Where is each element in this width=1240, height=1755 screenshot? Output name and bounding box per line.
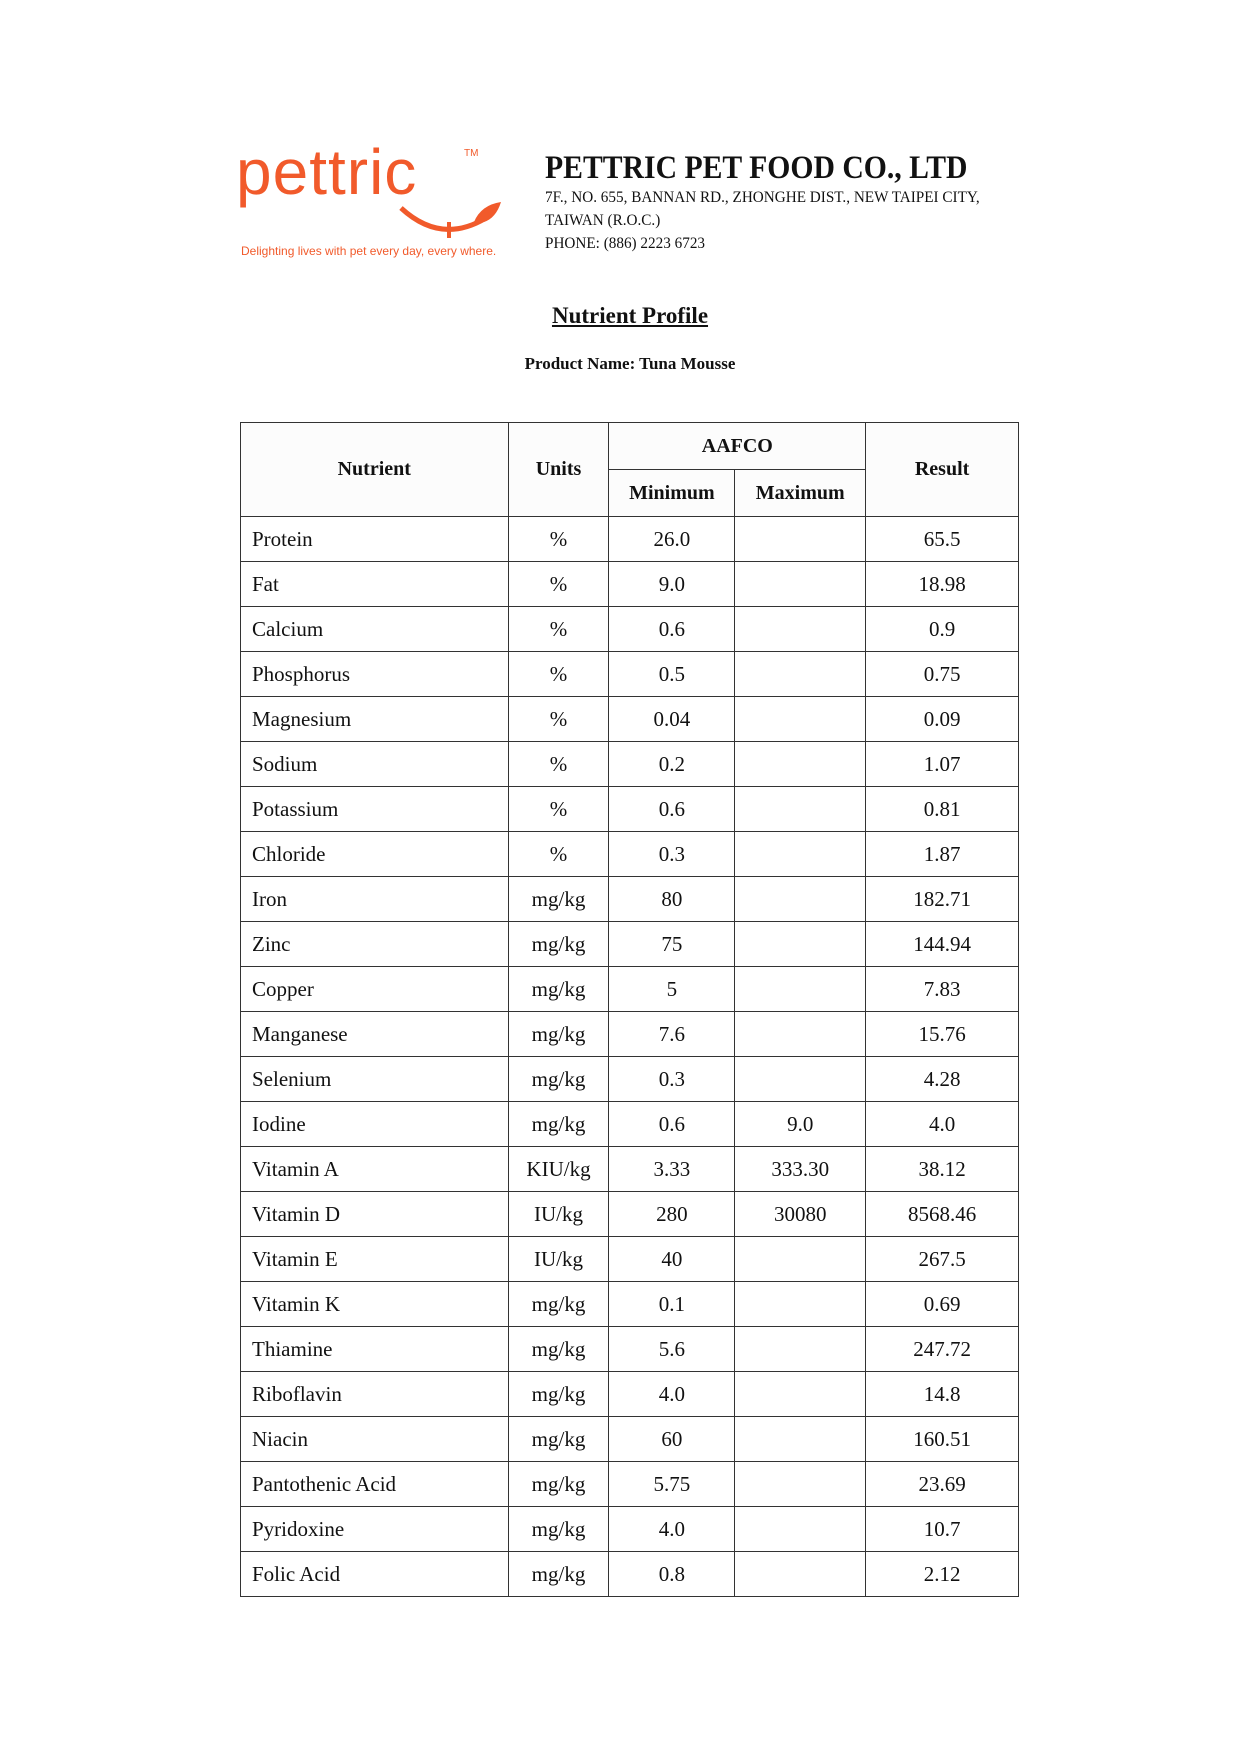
trademark-symbol: TM <box>464 148 479 159</box>
table-row <box>241 1102 1019 1147</box>
maximum-cell <box>735 1057 866 1102</box>
maximum-cell <box>735 607 866 652</box>
units-cell: mg/kg <box>508 1057 609 1102</box>
units-cell: % <box>508 652 609 697</box>
table-row <box>241 1372 1019 1417</box>
units-cell: mg/kg <box>508 1552 609 1597</box>
table-row <box>241 697 1019 742</box>
maximum-cell <box>735 967 866 1012</box>
result-cell: 4.28 <box>866 1057 1019 1102</box>
table-row <box>241 1147 1019 1192</box>
minimum-cell: 75 <box>609 922 735 967</box>
company-name: PETTRIC PET FOOD CO., LTD <box>545 150 968 186</box>
nutrient-cell: Protein <box>241 517 509 562</box>
nutrient-cell: Pantothenic Acid <box>241 1462 509 1507</box>
table-row <box>241 922 1019 967</box>
minimum-cell: 9.0 <box>609 562 735 607</box>
units-cell: % <box>508 787 609 832</box>
result-cell: 144.94 <box>866 922 1019 967</box>
minimum-cell: 0.2 <box>609 742 735 787</box>
result-cell: 65.5 <box>866 517 1019 562</box>
units-cell: % <box>508 517 609 562</box>
minimum-cell: 0.6 <box>609 1102 735 1147</box>
smile-tongue-icon <box>396 200 506 245</box>
table-row <box>241 787 1019 832</box>
table-row <box>241 742 1019 787</box>
document-title-text: Nutrient Profile <box>551 303 709 328</box>
minimum-cell: 0.5 <box>609 652 735 697</box>
header-nutrient: Nutrient <box>241 423 509 517</box>
table-row <box>241 1057 1019 1102</box>
units-cell: mg/kg <box>508 1282 609 1327</box>
table-row <box>241 1012 1019 1057</box>
minimum-cell: 80 <box>609 877 735 922</box>
nutrient-cell: Vitamin A <box>241 1147 509 1192</box>
result-cell: 10.7 <box>866 1507 1019 1552</box>
result-cell: 2.12 <box>866 1552 1019 1597</box>
result-cell: 7.83 <box>866 967 1019 1012</box>
maximum-cell <box>735 517 866 562</box>
maximum-cell <box>735 1327 866 1372</box>
units-cell: mg/kg <box>508 1327 609 1372</box>
minimum-cell: 5.75 <box>609 1462 735 1507</box>
minimum-cell: 0.04 <box>609 697 735 742</box>
header-maximum: Maximum <box>735 470 866 517</box>
units-cell: % <box>508 607 609 652</box>
minimum-cell: 280 <box>609 1192 735 1237</box>
result-cell: 160.51 <box>866 1417 1019 1462</box>
units-cell: KIU/kg <box>508 1147 609 1192</box>
nutrient-cell: Iodine <box>241 1102 509 1147</box>
company-address-line2: TAIWAN (R.O.C.) <box>545 212 661 230</box>
maximum-cell <box>735 1282 866 1327</box>
company-header <box>545 150 1014 255</box>
minimum-cell: 0.8 <box>609 1552 735 1597</box>
maximum-cell <box>735 697 866 742</box>
result-cell: 18.98 <box>866 562 1019 607</box>
nutrient-cell: Vitamin E <box>241 1237 509 1282</box>
units-cell: IU/kg <box>508 1192 609 1237</box>
result-cell: 23.69 <box>866 1462 1019 1507</box>
table-row <box>241 1327 1019 1372</box>
maximum-cell <box>735 787 866 832</box>
minimum-cell: 3.33 <box>609 1147 735 1192</box>
nutrient-cell: Fat <box>241 562 509 607</box>
result-cell: 1.87 <box>866 832 1019 877</box>
result-cell: 4.0 <box>866 1102 1019 1147</box>
units-cell: mg/kg <box>508 1462 609 1507</box>
table-row <box>241 1282 1019 1327</box>
result-cell: 1.07 <box>866 742 1019 787</box>
result-cell: 182.71 <box>866 877 1019 922</box>
table-row <box>241 1237 1019 1282</box>
result-cell: 8568.46 <box>866 1192 1019 1237</box>
maximum-cell <box>735 877 866 922</box>
result-cell: 247.72 <box>866 1327 1019 1372</box>
nutrient-cell: Chloride <box>241 832 509 877</box>
maximum-cell: 333.30 <box>735 1147 866 1192</box>
nutrient-cell: Zinc <box>241 922 509 967</box>
nutrient-cell: Sodium <box>241 742 509 787</box>
nutrient-cell: Niacin <box>241 1417 509 1462</box>
units-cell: IU/kg <box>508 1237 609 1282</box>
maximum-cell <box>735 922 866 967</box>
nutrient-cell: Iron <box>241 877 509 922</box>
units-cell: mg/kg <box>508 1417 609 1462</box>
minimum-cell: 26.0 <box>609 517 735 562</box>
units-cell: mg/kg <box>508 1012 609 1057</box>
maximum-cell: 9.0 <box>735 1102 866 1147</box>
units-cell: mg/kg <box>508 1372 609 1417</box>
logo-tagline: Delighting lives with pet every day, every where. <box>241 244 497 258</box>
nutrient-cell: Thiamine <box>241 1327 509 1372</box>
minimum-cell: 0.6 <box>609 787 735 832</box>
table-row <box>241 832 1019 877</box>
company-address-line1: 7F., NO. 655, BANNAN RD., ZHONGHE DIST., NEW TAIPEI CITY, <box>545 189 980 207</box>
units-cell: mg/kg <box>508 1102 609 1147</box>
maximum-cell <box>735 652 866 697</box>
minimum-cell: 0.1 <box>609 1282 735 1327</box>
nutrient-table <box>240 422 1019 1597</box>
table-row <box>241 877 1019 922</box>
units-cell: mg/kg <box>508 877 609 922</box>
minimum-cell: 40 <box>609 1237 735 1282</box>
minimum-cell: 0.3 <box>609 1057 735 1102</box>
units-cell: mg/kg <box>508 922 609 967</box>
company-phone: PHONE: (886) 2223 6723 <box>545 235 706 253</box>
product-name: Product Name: Tuna Mousse <box>524 354 736 373</box>
header-result: Result <box>866 423 1019 517</box>
document-title <box>0 303 1240 329</box>
table-row <box>241 652 1019 697</box>
units-cell: mg/kg <box>508 1507 609 1552</box>
maximum-cell: 30080 <box>735 1192 866 1237</box>
minimum-cell: 5 <box>609 967 735 1012</box>
nutrient-cell: Selenium <box>241 1057 509 1102</box>
nutrient-cell: Copper <box>241 967 509 1012</box>
result-cell: 0.75 <box>866 652 1019 697</box>
result-cell: 38.12 <box>866 1147 1019 1192</box>
units-cell: % <box>508 562 609 607</box>
minimum-cell: 4.0 <box>609 1372 735 1417</box>
result-cell: 0.69 <box>866 1282 1019 1327</box>
table-row <box>241 1462 1019 1507</box>
table-row <box>241 1192 1019 1237</box>
maximum-cell <box>735 832 866 877</box>
result-cell: 0.09 <box>866 697 1019 742</box>
maximum-cell <box>735 1552 866 1597</box>
result-cell: 15.76 <box>866 1012 1019 1057</box>
maximum-cell <box>735 742 866 787</box>
minimum-cell: 7.6 <box>609 1012 735 1057</box>
header-minimum: Minimum <box>609 470 735 517</box>
units-cell: mg/kg <box>508 967 609 1012</box>
nutrient-cell: Pyridoxine <box>241 1507 509 1552</box>
table-row <box>241 1552 1019 1597</box>
maximum-cell <box>735 1237 866 1282</box>
nutrient-cell: Potassium <box>241 787 509 832</box>
nutrient-cell: Magnesium <box>241 697 509 742</box>
table-row <box>241 517 1019 562</box>
units-cell: % <box>508 832 609 877</box>
maximum-cell <box>735 1372 866 1417</box>
nutrient-cell: Calcium <box>241 607 509 652</box>
nutrient-cell: Folic Acid <box>241 1552 509 1597</box>
units-cell: % <box>508 697 609 742</box>
nutrient-cell: Vitamin D <box>241 1192 509 1237</box>
nutrient-cell: Riboflavin <box>241 1372 509 1417</box>
minimum-cell: 60 <box>609 1417 735 1462</box>
table-row <box>241 1417 1019 1462</box>
nutrient-cell: Vitamin K <box>241 1282 509 1327</box>
logo-wordmark: pettric <box>236 136 418 208</box>
maximum-cell <box>735 1507 866 1552</box>
maximum-cell <box>735 1462 866 1507</box>
minimum-cell: 0.3 <box>609 832 735 877</box>
table-row <box>241 1507 1019 1552</box>
minimum-cell: 0.6 <box>609 607 735 652</box>
minimum-cell: 5.6 <box>609 1327 735 1372</box>
header-aafco: AAFCO <box>609 423 866 470</box>
result-cell: 0.81 <box>866 787 1019 832</box>
table-row <box>241 562 1019 607</box>
minimum-cell: 4.0 <box>609 1507 735 1552</box>
maximum-cell <box>735 1417 866 1462</box>
pettric-logo <box>236 136 516 265</box>
table-row <box>241 967 1019 1012</box>
nutrient-cell: Phosphorus <box>241 652 509 697</box>
maximum-cell <box>735 562 866 607</box>
result-cell: 267.5 <box>866 1237 1019 1282</box>
nutrient-cell: Manganese <box>241 1012 509 1057</box>
header-units: Units <box>508 423 609 517</box>
maximum-cell <box>735 1012 866 1057</box>
table-row <box>241 607 1019 652</box>
result-cell: 14.8 <box>866 1372 1019 1417</box>
units-cell: % <box>508 742 609 787</box>
result-cell: 0.9 <box>866 607 1019 652</box>
